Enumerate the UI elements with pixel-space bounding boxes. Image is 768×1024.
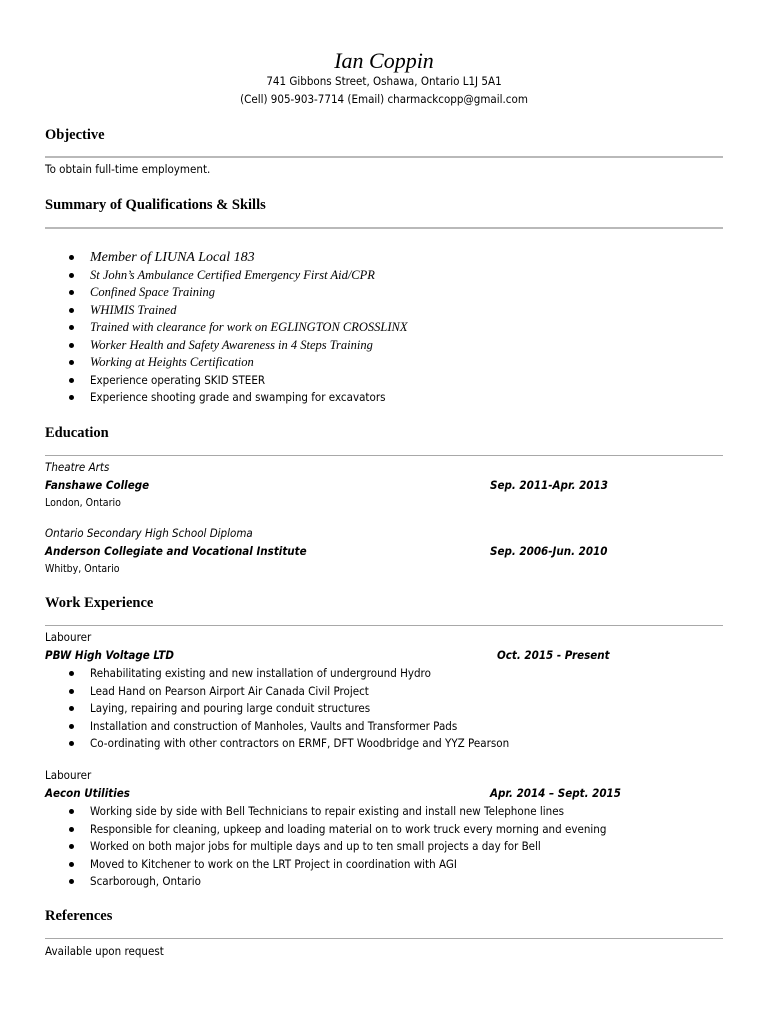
bullet-icon <box>69 325 74 330</box>
skills-list <box>45 248 418 406</box>
list-item: Moved to Kitchener to work on the LRT Project in coordination with AGI <box>45 855 664 873</box>
job-role: Labourer <box>45 630 92 644</box>
references-text: Available upon request <box>45 944 164 958</box>
bullet-icon <box>69 378 74 383</box>
bullet-icon <box>69 862 74 867</box>
list-item: Worked on both major jobs for multiple days and up to ten small projects a day for Bell <box>45 837 664 855</box>
section-divider <box>45 455 723 456</box>
list-item: Member of LIUNA Local 183 <box>45 248 418 266</box>
bullet-icon <box>69 395 74 400</box>
list-item: Experience shooting grade and swamping for excavators <box>45 388 418 406</box>
bullet-icon <box>69 671 74 676</box>
job-company: Aecon Utilities <box>45 786 130 800</box>
bullet-icon <box>69 343 74 348</box>
education-location: Whitby, Ontario <box>45 563 120 575</box>
bullet-icon <box>69 273 74 278</box>
contact-line: (Cell) 905-903-7714 (Email) charmackcopp@gmail.com <box>240 92 528 106</box>
bullet-icon <box>69 290 74 295</box>
education-program: Ontario Secondary High School Diploma <box>45 526 253 540</box>
education-heading: Education <box>45 425 109 441</box>
job-company: PBW High Voltage LTD <box>45 648 174 662</box>
list-item: Trained with clearance for work on EGLINGTON CROSSLINX <box>45 318 418 336</box>
list-item: Scarborough, Ontario <box>45 872 664 890</box>
bullet-icon <box>69 360 74 365</box>
work-heading: Work Experience <box>45 595 154 611</box>
objective-heading: Objective <box>45 127 105 143</box>
list-item: St John’s Ambulance Certified Emergency First Aid/CPR <box>45 266 418 284</box>
job-role: Labourer <box>45 768 92 782</box>
bullet-icon <box>69 844 74 849</box>
references-heading: References <box>45 908 113 924</box>
bullet-icon <box>69 809 74 814</box>
education-school: Anderson Collegiate and Vocational Institute <box>45 544 307 558</box>
bullet-icon <box>69 706 74 711</box>
education-dates: Sep. 2006-Jun. 2010 <box>490 544 608 558</box>
bullet-icon <box>69 255 74 260</box>
bullet-icon <box>69 741 74 746</box>
section-divider <box>45 156 723 158</box>
bullet-icon <box>69 879 74 884</box>
section-divider <box>45 227 723 229</box>
bullet-icon <box>69 308 74 313</box>
education-school: Fanshawe College <box>45 478 150 492</box>
bullet-icon <box>69 827 74 832</box>
job-duties-list <box>45 802 664 890</box>
list-item: Installation and construction of Manholes, Vaults and Transformer Pads <box>45 717 556 735</box>
candidate-name: Ian Coppin <box>334 48 434 73</box>
job-dates: Oct. 2015 - Present <box>497 648 610 662</box>
bullet-icon <box>69 724 74 729</box>
section-divider <box>45 625 723 626</box>
bullet-icon <box>69 689 74 694</box>
section-divider <box>45 938 723 939</box>
job-dates: Apr. 2014 – Sept. 2015 <box>490 786 621 800</box>
list-item: Working side by side with Bell Technicians to repair existing and install new Telephone lines <box>45 802 664 820</box>
list-item: Experience operating SKID STEER <box>45 371 418 389</box>
education-location: London, Ontario <box>45 497 121 509</box>
education-program: Theatre Arts <box>45 460 110 474</box>
job-duties-list <box>45 664 556 752</box>
list-item: Co-ordinating with other contractors on ERMF, DFT Woodbridge and YYZ Pearson <box>45 734 556 752</box>
education-dates: Sep. 2011-Apr. 2013 <box>490 478 608 492</box>
list-item: Confined Space Training <box>45 283 418 301</box>
list-item: Responsible for cleaning, upkeep and loading material on to work truck every morning and evening <box>45 820 664 838</box>
skills-heading: Summary of Qualifications & Skills <box>45 197 266 213</box>
list-item: Worker Health and Safety Awareness in 4 Steps Training <box>45 336 418 354</box>
list-item: WHIMIS Trained <box>45 301 418 319</box>
list-item: Rehabilitating existing and new installation of underground Hydro <box>45 664 556 682</box>
objective-text: To obtain full-time employment. <box>45 162 211 176</box>
address-line: 741 Gibbons Street, Oshawa, Ontario L1J 5A1 <box>266 74 502 88</box>
list-item: Working at Heights Certification <box>45 353 418 371</box>
list-item: Laying, repairing and pouring large conduit structures <box>45 699 556 717</box>
list-item: Lead Hand on Pearson Airport Air Canada Civil Project <box>45 682 556 700</box>
